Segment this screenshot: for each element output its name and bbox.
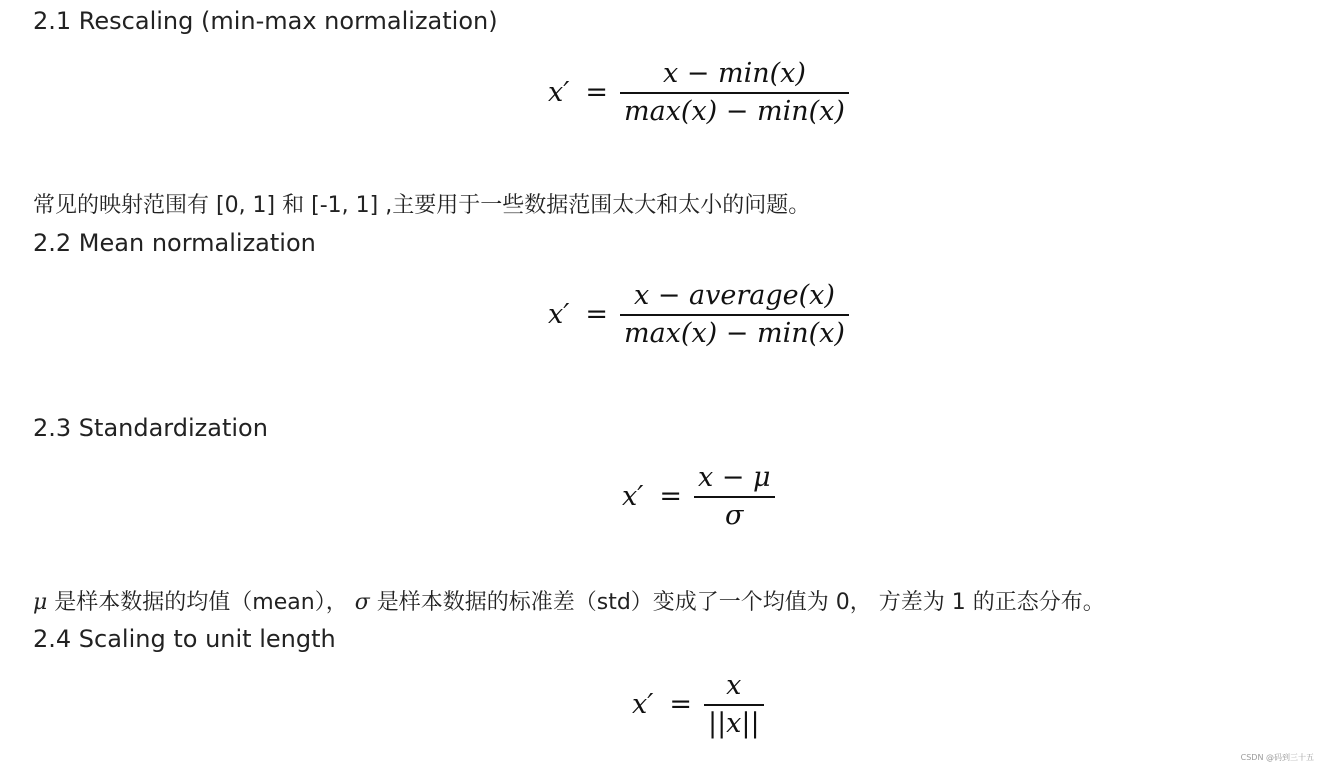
formula-denominator: ||x||	[707, 707, 760, 739]
formula-numerator: x − min(x)	[662, 58, 806, 89]
section-heading-rescaling: 2.1 Rescaling (min-max normalization)	[33, 7, 498, 35]
formula-numerator: x − μ	[697, 462, 771, 493]
formula-rescaling	[548, 56, 849, 130]
formula-numerator: x	[726, 670, 742, 701]
section-heading-unit-length: 2.4 Scaling to unit length	[33, 625, 336, 653]
mu-symbol: μ	[33, 590, 48, 615]
formula-equals: =	[585, 299, 608, 331]
formula-fraction	[694, 460, 775, 534]
formula-unit-length	[632, 668, 764, 742]
formula-denominator: max(x) − min(x)	[623, 317, 845, 349]
formula-denominator: σ	[725, 499, 744, 531]
watermark: CSDN @码到三十五	[1240, 753, 1314, 762]
formula-lhs: x′	[548, 77, 570, 109]
section-heading-standardization: 2.3 Standardization	[33, 414, 268, 442]
section-heading-mean-normalization: 2.2 Mean normalization	[33, 229, 316, 257]
formula-fraction	[620, 56, 849, 130]
formula-standardization	[622, 460, 775, 534]
formula-equals: =	[669, 689, 692, 721]
formula-mean-normalization	[548, 278, 849, 352]
note-text-mean: 是样本数据的均值（mean），	[47, 590, 355, 615]
formula-lhs: x′	[632, 689, 654, 721]
formula-fraction	[704, 668, 764, 742]
formula-lhs: x′	[548, 299, 570, 331]
rescaling-note: 常见的映射范围有 [0, 1] 和 [-1, 1] ,主要用于一些数据范围太大和太小的问题。	[33, 193, 811, 218]
formula-fraction	[620, 278, 849, 352]
formula-denominator: max(x) − min(x)	[623, 95, 845, 127]
standardization-note	[33, 589, 1105, 617]
formula-lhs: x′	[622, 481, 644, 513]
note-text-std: 是样本数据的标准差（std）变成了一个均值为 0， 方差为 1 的正态分布。	[369, 590, 1105, 615]
formula-equals: =	[659, 481, 682, 513]
sigma-symbol: σ	[354, 590, 370, 615]
formula-equals: =	[585, 77, 608, 109]
formula-numerator: x − average(x)	[634, 280, 835, 311]
